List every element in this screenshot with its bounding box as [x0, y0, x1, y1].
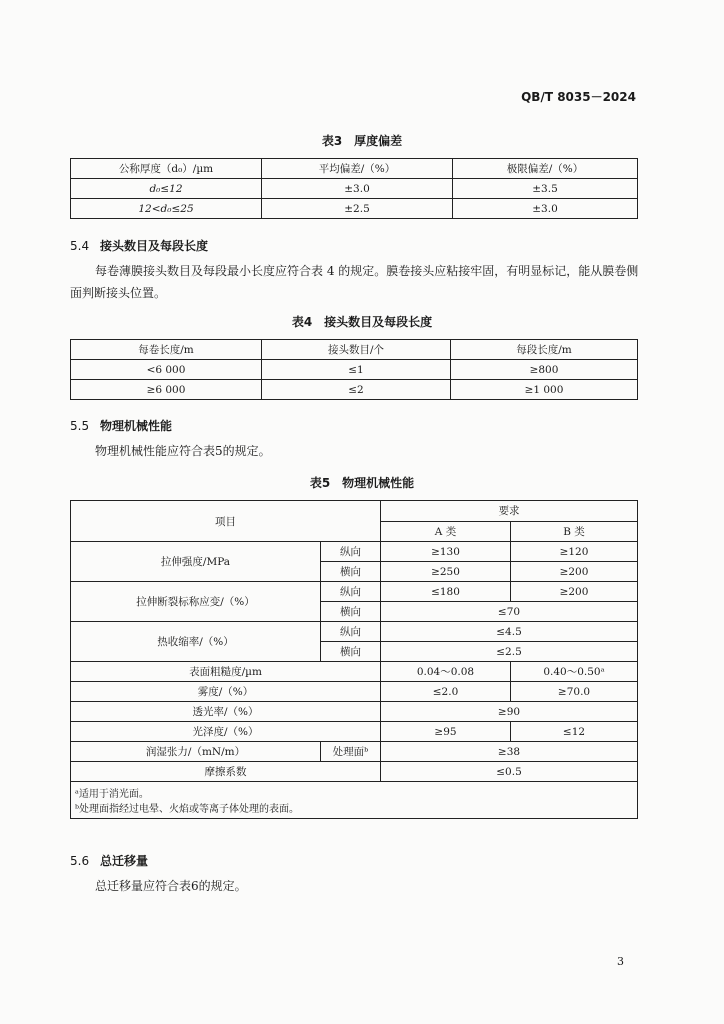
table-header-row	[71, 340, 638, 360]
table-cell: ≥250	[381, 562, 511, 582]
table-row	[71, 742, 638, 762]
table-cell: ≤12	[511, 722, 638, 742]
table-cell: ≥6 000	[71, 380, 262, 400]
table-cell: 拉伸强度/MPa	[71, 542, 321, 582]
table-cell: ≥90	[381, 702, 638, 722]
table-cell: 透光率/（%）	[71, 702, 381, 722]
section-5-6-paragraph: 总迁移量应符合表6的规定。	[95, 879, 247, 893]
table-cell: ≥95	[381, 722, 511, 742]
table-cell: 拉伸断裂标称应变/（%）	[71, 582, 321, 622]
page-number: 3	[617, 955, 624, 968]
table-row	[71, 662, 638, 682]
table-note-row	[71, 782, 638, 819]
table-header-cell: 公称厚度（d₀）/µm	[71, 159, 262, 179]
table-cell: 0.04～0.08	[381, 662, 511, 682]
table-cell: ≥120	[511, 542, 638, 562]
table-row	[71, 360, 638, 380]
section-title: 接头数目及每段长度	[100, 239, 209, 253]
table-cell: ≥38	[381, 742, 638, 762]
table-cell: 雾度/（%）	[71, 682, 381, 702]
table4-caption: 表4 接头数目及每段长度	[291, 315, 433, 329]
table-header-row	[71, 501, 638, 522]
section-number: 5.4	[70, 239, 90, 253]
table-header-row	[71, 159, 638, 179]
table-cell: ±2.5	[262, 199, 453, 219]
table-cell: ≥70.0	[511, 682, 638, 702]
table-cell: ≥1 000	[451, 380, 638, 400]
table-row	[71, 682, 638, 702]
table-cell: ±3.0	[262, 179, 453, 199]
table-header-cell: 极限偏差/（%）	[453, 159, 638, 179]
section-number: 5.5	[70, 419, 90, 433]
table-row	[71, 762, 638, 782]
table-cell: ≤0.5	[381, 762, 638, 782]
table-cell: ≤70	[381, 602, 638, 622]
table-cell: ≥800	[451, 360, 638, 380]
section-5-5-paragraph: 物理机械性能应符合表5的规定。	[95, 444, 271, 458]
footnote-b: ᵇ处理面指经过电晕、火焰或等离子体处理的表面。	[75, 804, 299, 815]
table-header-cell: B 类	[511, 521, 638, 542]
section-number: 5.6	[70, 854, 90, 868]
section-5-6-heading	[70, 852, 148, 869]
table-cell: 表面粗糙度/µm	[71, 662, 381, 682]
table-cell: ≤2	[262, 380, 451, 400]
table-cell: d₀≤12	[71, 179, 262, 199]
table-cell: ≤1	[262, 360, 451, 380]
table-cell: ±3.0	[453, 199, 638, 219]
table-row	[71, 582, 638, 602]
table3-caption: 表3 厚度偏差	[321, 134, 403, 148]
table-note	[71, 782, 638, 819]
table-cell: ≤180	[381, 582, 511, 602]
table-cell: 12<d₀≤25	[71, 199, 262, 219]
section-title: 总迁移量	[100, 854, 149, 868]
table-row	[71, 179, 638, 199]
table-cell: 纵向	[321, 542, 381, 562]
table-row	[71, 702, 638, 722]
table-row	[71, 380, 638, 400]
table-header-cell: A 类	[381, 521, 511, 542]
table-row	[71, 199, 638, 219]
table5	[70, 500, 638, 819]
table-header-cell: 接头数目/个	[262, 340, 451, 360]
standard-code: QB/T 8035－2024	[521, 90, 636, 104]
table-cell: 纵向	[321, 622, 381, 642]
table-cell: ≤2.5	[381, 642, 638, 662]
table-row	[71, 722, 638, 742]
footnote-a: ᵃ适用于消光面。	[75, 789, 149, 800]
table-row	[71, 622, 638, 642]
section-5-5-heading	[70, 417, 172, 434]
table-cell: 热收缩率/（%）	[71, 622, 321, 662]
table-cell: 0.40～0.50ᵃ	[511, 662, 638, 682]
table-header-cell: 每段长度/m	[451, 340, 638, 360]
table-cell: 处理面ᵇ	[321, 742, 381, 762]
table5-caption: 表5 物理机械性能	[309, 476, 415, 490]
table-header-cell: 项目	[71, 501, 381, 542]
table-cell: 纵向	[321, 582, 381, 602]
table-cell: 横向	[321, 602, 381, 622]
table-cell: <6 000	[71, 360, 262, 380]
table-header-cell: 每卷长度/m	[71, 340, 262, 360]
table-cell: 润湿张力/（mN/m）	[71, 742, 321, 762]
table-row	[71, 542, 638, 562]
table3	[70, 158, 638, 219]
table-cell: 横向	[321, 562, 381, 582]
table-cell: ≥200	[511, 562, 638, 582]
table-cell: 摩擦系数	[71, 762, 381, 782]
table-cell: 光泽度/（%）	[71, 722, 381, 742]
table-header-cell: 平均偏差/（%）	[262, 159, 453, 179]
table-header-cell: 要求	[381, 501, 638, 522]
section-5-4-paragraph: 每卷薄膜接头数目及每段最小长度应符合表 4 的规定。膜卷接头应粘接牢固，有明显标记，能从膜卷侧面判断接头位置。	[70, 264, 639, 300]
table-cell: ±3.5	[453, 179, 638, 199]
table-cell: ≤2.0	[381, 682, 511, 702]
table-cell: 横向	[321, 642, 381, 662]
table-cell: ≥130	[381, 542, 511, 562]
table-cell: ≤4.5	[381, 622, 638, 642]
section-title: 物理机械性能	[100, 419, 173, 433]
table-cell: ≥200	[511, 582, 638, 602]
table4	[70, 339, 638, 400]
section-5-4-heading	[70, 237, 208, 254]
